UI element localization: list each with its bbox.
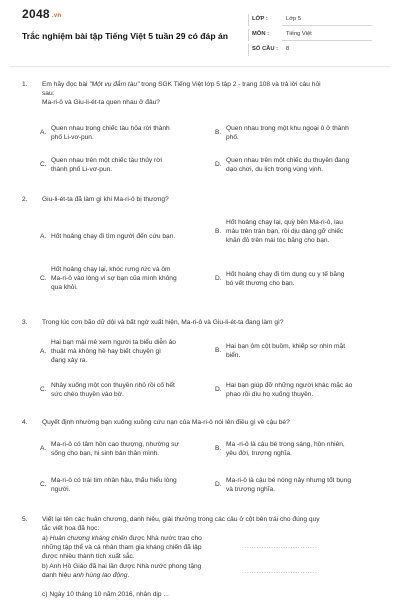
page-header: [0, 0, 400, 60]
question-text: Viết lại tên các huân chương, danh hiệu, giải thưởng trong các câu ở cột bên trái cho đúng quy tắc viết hoa đã học:: [42, 516, 320, 533]
question-text: Quyết định nhường bạn xuống xuồng cứu nạn của Ma-ri-ô nói lên điều gì về cậu bé?: [42, 419, 290, 426]
info-label: LỚP :: [252, 16, 268, 22]
header-divider: [10, 66, 390, 67]
info-label: SỐ CÂU :: [252, 46, 279, 52]
question-number: 3.: [22, 319, 28, 326]
question-number: 5.: [22, 516, 28, 523]
item-a: a) Huân chương kháng chiến được Nhà nước trao cho những tập thể và cá nhân tham gia kháng chiến đã lập được nhiều thành tích xuất sắc.: [42, 535, 202, 561]
info-value: 8: [286, 46, 290, 52]
page-title: Trắc nghiệm bài tập Tiếng Việt 5 tuần 29 có đáp án: [22, 31, 228, 41]
item-b: b) Anh Hồ Giáo đã hai lần được Nhà nước phong tặng danh hiệu anh hùng lao động.: [42, 563, 202, 580]
info-value: Lớp 5: [286, 16, 302, 22]
document-page: 2048 .vn Trắc nghiệm bài tập Tiếng Việt 5 tuần 29 có đáp án LỚP : Lớp 5 MÔN : Tiếng Việt SỐ CÂU : 8 1. Em hãy đọc bài "Một vụ đắm tàu" trong SGK Tiếng Việt lớp 5 tập 2 - trang 108 và trả lời câu hỏi sau: Ma-ri-ô và Giu-li-ét-ta quen nhau ở đâu? A. Quen nhau trong chiếc tàu hỏa rời thành phố Li-vơ-pun. B. Quen nhau trong một khu ngoại ô ở thành phố. C. Quen nhau trên một chiếc tàu thủy rời thành phố Li-vơ-pun. D. Quen nhau trên một chiếc du thuyền đang dạo chơi, du lịch trong vùng vịnh. 2. Giu-li-ét-ta đã làm gì khi Ma-ri-ô bị thương? A. Hốt hoảng chạy đi tìm người đến cứu bạn. B. Hốt hoảng chạy lại, quỳ bên Ma-ri-ô, lau máu trên trán bạn, rồi dịu dàng gỡ chiếc khăn đỏ trên mái tóc băng cho bạn. C. Hốt hoảng chạy lại, khóc rưng rức và ôm Ma-ri-ô vào lòng vì sợ bạn của mình không qua khỏi. D. Hốt hoảng chạy đi tìm dụng cụ y tế băng bó vết thương cho bạn. 3. Trong lúc cơn bão dữ dội và bất ngờ xuất hiện, Ma-ri-ô và Giu-li-ét-ta đang làm gì? A. Hai bạn mải mê xem người ta biểu diễn ảo thuật mà không hề hay biết chuyện gì đang xảy ra. B. Hai bạn ôm cột buồm, khiếp sợ nhìn mặt biển. C. Nhảy xuống một con thuyền nhỏ rồi cố hết sức chèo thuyền vào bờ. D. Hai bạn giúp đỡ những người khác mặc áo phao rồi dìu họ xuống thuyền. 4. Quyết định nhường bạn xuống xuồng cứu nạn của Ma-ri-ô nói lên điều gì về cậu bé? A. Ma-ri-ô có tâm hồn cao thượng, nhường sự sống cho bạn, hi sinh bản thân mình. B. Ma -ri-ô là cậu bé trong sáng, hồn nhiên, yêu đời, trượng nghĩa. C. Ma-ri-ô có trái tim nhân hậu, thấu hiểu lòng người. D. Ma-ri-ô là cậu bé nóng nảy nhưng tốt bụng và trượng nghĩa. 5. Viết lại tên các huân chương, danh hiệu, giải thưởng trong các câu ở cột bên trái cho đúng quy tắc viết hoa đã học: a) Huân chương kháng chiến được Nhà nước trao cho những tập thể và cá nhân tham gia kháng chiến đã lập được nhiều thành tích xuất sắc. ............................... b) Anh Hồ Giáo đã hai lần được Nhà nước phong tặng danh hiệu anh hùng lao động. ............................... c) Ngày 10 tháng 10 năm 2016, nhân dịp ...: [0, 0, 400, 600]
question-text: Em hãy đọc bài "Một vụ đắm tàu" trong SGK Tiếng Việt lớp 5 tập 2 - trang 108 và trả lời câu hỏi sau: Ma-ri-ô và Giu-li-ét-ta quen nhau ở đâu?: [42, 81, 321, 107]
answer-blank-b[interactable]: ...............................: [242, 568, 318, 575]
question-number: 2.: [22, 196, 28, 203]
answer-blank-a[interactable]: ...............................: [242, 543, 318, 550]
item-c: c) Ngày 10 tháng 10 năm 2016, nhân dịp ...: [42, 591, 169, 598]
question-number: 4.: [22, 419, 28, 426]
site-logo[interactable]: 2048 .vn: [22, 7, 62, 21]
info-value: Tiếng Việt: [286, 31, 312, 37]
question-number: 1.: [22, 81, 28, 88]
question-text: Trong lúc cơn bão dữ dội và bất ngờ xuất hiện, Ma-ri-ô và Giu-li-ét-ta đang làm gì?: [42, 319, 284, 326]
info-label: MÔN :: [252, 31, 270, 37]
question-text: Giu-li-ét-ta đã làm gì khi Ma-ri-ô bị thương?: [42, 196, 169, 203]
